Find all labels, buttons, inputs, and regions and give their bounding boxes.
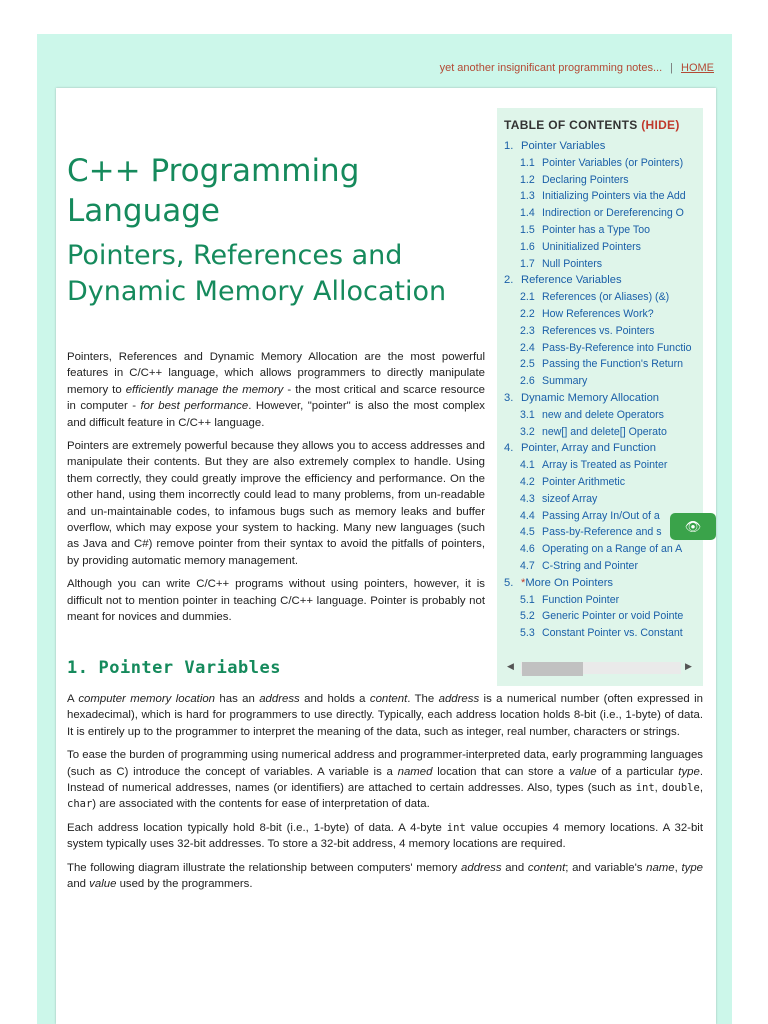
toc-heading-label: TABLE OF CONTENTS	[504, 118, 638, 132]
intro-paragraph-3: Although you can write C/C++ programs without using pointers, however, it is difficult not to mention pointer in teaching C/C++ language. Pointer is probably not meant for novices and dummies.	[67, 578, 485, 624]
toc-entry-number: 3.2	[520, 425, 535, 438]
toc-section-link[interactable]	[504, 138, 703, 155]
toc-entry-label: Declaring Pointers	[542, 173, 629, 186]
toc-entry-number: 4.4	[520, 509, 535, 522]
intro-section	[67, 349, 485, 633]
toc-entry-label: Passing the Function's Return	[542, 358, 683, 371]
toc-entry-label: Generic Pointer or void Pointe	[542, 610, 684, 623]
intro-paragraph-1: Pointers, References and Dynamic Memory Allocation are the most powerful features in C/C++ language, which allows programmers to directly manipulate memory to efficiently manage the memory - the most critical and scarce resource in computer - for best performance. However, "pointer" is also the most complex and difficult feature in C/C++ language.	[67, 351, 485, 429]
section-1-body	[67, 691, 703, 899]
toc-entry-label: new and delete Operators	[542, 408, 664, 421]
top-bar	[440, 62, 714, 74]
toc-entry-label: Dynamic Memory Allocation	[521, 391, 660, 404]
toc-subsection-link[interactable]	[504, 188, 703, 205]
toc-entry-number: 5.3	[520, 627, 535, 640]
section-title: Pointer Variables	[98, 658, 281, 678]
section-1-paragraph-4: The following diagram illustrate the relationship between computers' memory address and content; and variable's name, type and value used by the programmers.	[67, 861, 703, 891]
toc-star-marker: *	[521, 576, 526, 589]
toc-entry-number: 5.	[504, 576, 514, 589]
toc-entry-number: 3.	[504, 391, 514, 404]
toc-entry-label: Function Pointer	[542, 593, 620, 606]
eye-icon[interactable]: 👁	[670, 513, 716, 540]
section-number: 1.	[67, 658, 89, 678]
article-page	[56, 88, 716, 1024]
toc-entry-label: Pointer Variables (or Pointers)	[542, 156, 684, 169]
toc-entry-number: 1.6	[520, 240, 535, 253]
toc-subsection-link[interactable]	[504, 222, 703, 239]
table-of-contents	[497, 108, 703, 686]
toc-entry-number: 4.3	[520, 492, 535, 505]
toc-subsection-link[interactable]	[504, 424, 703, 441]
toc-entry-label: Passing Array In/Out of a	[542, 509, 660, 522]
toc-subsection-link[interactable]	[504, 592, 703, 609]
toc-entry-label: new[] and delete[] Operato	[542, 425, 667, 438]
toc-entry-number: 2.	[504, 274, 514, 287]
toc-subsection-link[interactable]	[504, 457, 703, 474]
toc-subsection-link[interactable]	[504, 323, 703, 340]
toc-entry-label: Pass-by-Reference and s	[542, 526, 662, 539]
toc-entry-label: More On Pointers	[525, 576, 614, 589]
section-1-paragraph-1: A computer memory location has an address and holds a content. The address is a numerical number (often expressed in hexadecimal), which is hard for programmers to use directly. Typically, each address location holds 8-bit (i.e., 1-byte) of data. It is entirely up to the programmer to interpret the meaning of the data, such as integer, real number, characters or strings.	[67, 693, 703, 738]
toc-subsection-link[interactable]	[504, 625, 703, 642]
toc-entry-number: 1.	[504, 140, 514, 152]
toc-entry-label: Reference Variables	[521, 274, 622, 287]
toc-subsection-link[interactable]	[504, 356, 703, 373]
toc-entry-number: 1.7	[520, 257, 535, 270]
toc-section-link[interactable]	[504, 390, 703, 407]
toc-entry-number: 4.	[504, 442, 514, 455]
toc-entry-number: 1.1	[520, 156, 535, 169]
toc-entry-label: Constant Pointer vs. Constant	[542, 627, 683, 640]
toc-entry-label: References (or Aliases) (&)	[542, 291, 670, 304]
toc-entry-label: Pointer Arithmetic	[542, 475, 626, 488]
toc-section-link[interactable]	[504, 575, 703, 592]
site-tagline: yet another insignificant programming notes...	[439, 62, 663, 74]
toc-entry-number: 2.2	[520, 307, 535, 320]
toc-entry-number: 4.1	[520, 459, 535, 472]
toc-subsection-link[interactable]	[504, 558, 703, 575]
toc-entry-number: 2.3	[520, 324, 535, 337]
toc-subsection-link[interactable]	[504, 373, 703, 390]
top-bar-separator: |	[670, 62, 673, 74]
page-subtitle: Pointers, References and Dynamic Memory Allocation	[67, 240, 447, 307]
toc-entry-label: Operating on a Range of an A	[542, 543, 683, 556]
toc-subsection-link[interactable]	[504, 407, 703, 424]
toc-entry-number: 4.7	[520, 559, 535, 572]
toc-entry-label: How References Work?	[542, 307, 654, 320]
toc-entry-label: Pointer Variables	[521, 140, 606, 152]
toc-entry-number: 2.1	[520, 291, 535, 304]
toc-subsection-link[interactable]	[504, 541, 703, 558]
toc-entry-number: 4.2	[520, 475, 535, 488]
toc-list	[504, 138, 703, 642]
toc-entry-number: 5.2	[520, 610, 535, 623]
scroll-left-arrow-icon[interactable]: ◀	[507, 661, 514, 671]
toc-hide-toggle[interactable]: (HIDE)	[641, 118, 680, 132]
toc-entry-number: 2.6	[520, 375, 535, 388]
toc-subsection-link[interactable]	[504, 340, 703, 357]
scrollbar-thumb[interactable]	[522, 662, 583, 676]
toc-entry-number: 2.5	[520, 358, 535, 371]
toc-subsection-link[interactable]	[504, 608, 703, 625]
toc-entry-number: 5.1	[520, 593, 535, 606]
toc-section-link[interactable]	[504, 440, 703, 457]
intro-paragraph-2: Pointers are extremely powerful because they allows you to access addresses and manipulate their contents. But they are also extremely complex to handle. Using them correctly, they could greatly improve the efficiency and performance. On the other hand, using them incorrectly could lead to many problems, from un-readable and un-maintainable codes, to infamous bugs such as memory leaks and buffer overflow, which may expose your system to hacking. Many new languages (such as Java and C#) remove pointer from their syntax to avoid the pitfalls of pointers, by providing automatic memory management.	[67, 440, 485, 567]
toc-entry-number: 3.1	[520, 408, 535, 421]
toc-entry-label: Pass-By-Reference into Functio	[542, 341, 692, 354]
toc-entry-label: Initializing Pointers via the Add	[542, 190, 686, 203]
toc-entry-label: C-String and Pointer	[542, 559, 638, 572]
toc-entry-label: Array is Treated as Pointer	[542, 459, 668, 472]
toc-horizontal-scrollbar[interactable]	[507, 659, 697, 677]
section-heading-pointer-variables	[67, 658, 281, 678]
toc-subsection-link[interactable]	[504, 205, 703, 222]
page-title: C++ Programming Language	[67, 153, 360, 229]
section-1-paragraph-3: Each address location typically hold 8-bit (i.e., 1-byte) of data. A 4-byte int value occupies 4 memory locations. A 32-bit system typically uses 32-bit addresses. To store a 32-bit address, 4 memory locations are required.	[67, 821, 703, 851]
toc-subsection-link[interactable]	[504, 155, 703, 172]
toc-entry-number: 2.4	[520, 341, 535, 354]
toc-subsection-link[interactable]	[504, 239, 703, 256]
page-background	[37, 34, 732, 1024]
toc-entry-number: 1.2	[520, 173, 535, 186]
toc-entry-label: References vs. Pointers	[542, 324, 655, 337]
toc-entry-label: Null Pointers	[542, 257, 603, 270]
toc-subsection-link[interactable]	[504, 256, 703, 273]
toc-subsection-link[interactable]	[504, 306, 703, 323]
toc-heading	[504, 118, 680, 132]
toc-entry-label: sizeof Array	[542, 492, 598, 505]
toc-entry-label: Summary	[542, 375, 588, 388]
toc-entry-number: 4.5	[520, 526, 535, 539]
toc-subsection-link[interactable]	[504, 172, 703, 189]
home-link[interactable]: HOME	[681, 62, 714, 74]
toc-entry-number: 1.3	[520, 190, 535, 203]
scroll-right-arrow-icon[interactable]: ▶	[685, 661, 692, 671]
toc-entry-label: Pointer has a Type Too	[542, 223, 650, 236]
toc-entry-number: 1.5	[520, 223, 535, 236]
section-1-paragraph-2: To ease the burden of programming using numerical address and programmer-interpreted data, early programming languages (such as C) introduce the concept of variables. A variable is a named location that can store a value of a particular type. Instead of numerical addresses, names (or identifiers) are attached to certain addresses. Also, types (such as int, double, char) are associated with the contents for ease of interpretation of data.	[67, 749, 703, 811]
toc-subsection-link[interactable]	[504, 474, 703, 491]
toc-entry-label: Pointer, Array and Function	[521, 442, 656, 455]
toc-section-link[interactable]	[504, 272, 703, 289]
toc-entry-label: Uninitialized Pointers	[542, 240, 641, 253]
toc-subsection-link[interactable]	[504, 491, 703, 508]
toc-entry-number: 1.4	[520, 207, 535, 220]
toc-subsection-link[interactable]	[504, 289, 703, 306]
toc-entry-number: 4.6	[520, 543, 535, 556]
toc-entry-label: Indirection or Dereferencing O	[542, 207, 684, 220]
